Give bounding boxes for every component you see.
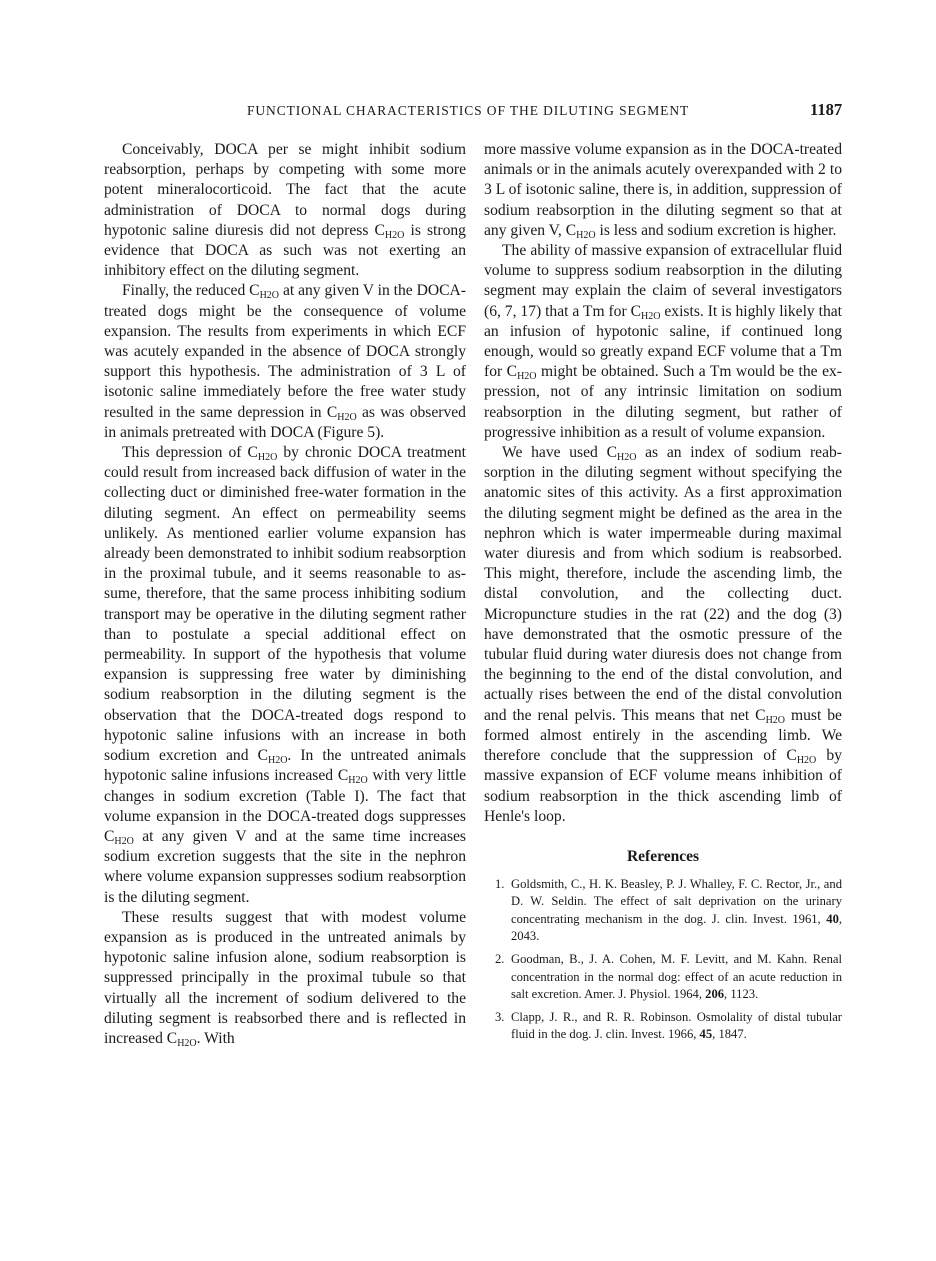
reference-number: 1.	[495, 877, 505, 892]
reference-text: Goodman, B., J. A. Cohen, M. F. Levitt, and M. Kahn. Renal concentration in the normal dog: effect of an acute reduction in salt excretion. Amer. J. Physiol. 1964,	[511, 952, 842, 1001]
reference-item	[484, 1009, 842, 1044]
chem-symbol: $C_{H2O}$	[104, 827, 134, 847]
chem-symbol: $C_{H2O}$	[630, 302, 661, 322]
reference-pages: , 1847.	[712, 1027, 747, 1042]
right-column	[484, 140, 842, 1050]
chem-symbol: $C_{H2O}$	[249, 282, 280, 302]
reference-text: Clapp, J. R., and R. R. Robinson. Osmolality of distal tubular fluid in the dog. J. clin. Invest. 1966,	[511, 1010, 842, 1042]
text-run: . With	[196, 1029, 235, 1047]
text-run: These results suggest that with modest volume expansion as is produced in the untreated animals by hypotonic saline infusion alone, sodium reabsorption is suppressed principally in the proximal tubule so that virtually all the increment of sodium delivered to the diluting segment is reabsorbed there and is reflected in increased	[104, 908, 466, 1047]
chem-symbol: $C_{H2O}$	[166, 1029, 197, 1049]
chem-symbol: $C_{H2O}$	[374, 221, 405, 241]
reference-list	[484, 876, 842, 1044]
text-run: at any given V and at the same time increases sodium excretion suggests that the site in the nephron where volume expansion suppresses sodium reabsorption is the diluting segment.	[104, 827, 467, 906]
reference-volume: 206	[705, 986, 725, 1001]
chem-symbol: $C_{H2O}$	[755, 706, 786, 726]
reference-volume: 45	[699, 1027, 713, 1042]
text-run: . In the untreated animals hypotonic saline infusions increased	[104, 747, 467, 785]
running-head	[247, 100, 847, 125]
text-run: is strong evidence that DOCA as such was not exerting an inhibitory effect on the diluting segment.	[104, 221, 466, 280]
text-run: by chronic DOCA treatment could result from increased back diffusion of water in the collecting duct or diminished free-water formation in the diluting segment. An effect on permeability seems unlikely. As mentioned earlier volume expansion has already been demonstrated to inhibit sodium reabsorption in the proximal tubule, and it seems reasonable to assume, therefore, that the same process inhibiting sodium transport may be operative in the diluting segment rather than to postulate a special additional effect on permeability. In support of the hypothesis that volume expansion is suppressing free water by diminishing sodium reabsorption in the diluting segment is the observation that the DOCA-treated dogs respond to hypotonic saline infusions with an increase in both sodium excretion and	[104, 444, 466, 765]
chem-symbol: $C_{H2O}$	[506, 363, 537, 383]
paragraph	[104, 443, 466, 908]
reference-number: 2.	[495, 952, 505, 967]
text-run: Finally, the reduced	[122, 282, 246, 300]
chem-symbol: $C_{H2O}$	[257, 747, 288, 767]
chem-symbol: $C_{H2O}$	[565, 221, 596, 241]
chem-symbol: $C_{H2O}$	[337, 767, 368, 787]
text-run: This depression of	[122, 444, 242, 462]
paragraph	[484, 241, 842, 443]
left-column	[104, 140, 466, 1049]
paragraph	[484, 443, 842, 827]
text-run: as was observed in animals pretreated with DOCA (Figure 5).	[104, 403, 466, 441]
text-run: at any given V in the DOCA-treated dogs might be the consequence of volume expansion. The results from experiments in which ECF was acutely expanded in the absence of DOCA strongly support this hypothesis. The administration of 3 L of isotonic saline immediately before the free water study resulted in the same depression in	[104, 282, 466, 421]
reference-item	[484, 876, 842, 945]
chem-symbol: $C_{H2O}$	[247, 444, 278, 464]
paragraph	[484, 140, 842, 241]
text-run: exists. It is highly likely that an infusion of hypotonic saline, if continued long enough, would so greatly expand ECF volume that a Tm for	[484, 302, 843, 381]
reference-volume: 40	[826, 911, 839, 926]
chem-symbol: $C_{H2O}$	[326, 403, 357, 423]
text-run: We have used	[502, 444, 598, 462]
chem-symbol: $C_{H2O}$	[786, 747, 817, 767]
chem-symbol: $C_{H2O}$	[606, 444, 637, 464]
text-run: The ability of massive expansion of extracellular fluid volume to suppress sodium reabsorption in the diluting segment may explain the claim of several investigators (6, 7, 17) that a Tm for	[484, 242, 842, 320]
reference-item	[484, 951, 842, 1003]
references-heading: References	[626, 847, 699, 865]
text-run: might be obtained. Such a Tm would be the expression, not of any intrinsic limitation on sodium reabsorption in the diluting segment, but rather of progressive inhibition as a result of volume expansion.	[484, 363, 842, 441]
paragraph	[104, 281, 466, 443]
text-run: more massive volume expansion as in the DOCA-treated animals or in the animals acutely overexpanded with 2 to 3 L of isotonic saline, there is, in addition, suppression of sodium reabsorption in the diluting segment so that at any given V,	[484, 141, 842, 239]
reference-pages: , 2043.	[511, 911, 843, 943]
text-run: with very little changes in sodium excretion (Table I). The fact that volume expansion in the DOCA-treated dogs suppresses	[104, 767, 466, 825]
page-number: 1187	[810, 100, 843, 119]
paragraph	[104, 140, 466, 281]
text-run: must be formed almost entirely in the ascending limb. We therefore conclude that the suppression of	[484, 706, 842, 765]
paragraph	[104, 908, 466, 1049]
reference-number: 3.	[495, 1010, 505, 1025]
reference-text: Goldsmith, C., H. K. Beasley, P. J. Whalley, F. C. Rector, Jr., and D. W. Seldin. The effect of salt deprivation on the urinary concentrating mechanism in the dog. J. clin. Invest. 1961,	[511, 877, 842, 926]
text-run: is less and sodium excretion is higher.	[599, 221, 837, 239]
text-run: Conceivably, DOCA per se might inhibit sodium reabsorption, perhaps by competing with some more potent mineralocorticoid. The fact that the acute administration of DOCA to normal dogs during hypotonic saline diuresis did not depress	[104, 141, 466, 239]
running-title: FUNCTIONAL CHARACTERISTICS OF THE DILUTING SEGMENT	[247, 103, 690, 118]
text-run: as an index of sodium reabsorption in the diluting segment without specifying the anatomic sites of this activity. As a first approximation the diluting segment might be defined as the area in the nephron which is water impermeable during maximal water diuresis and from which sodium is reabsorbed. This might, therefore, include the ascending limb, the distal convolution, and the collecting duct. Micropuncture studies in the rat (22) and the dog (3) have demonstrated that the osmotic pressure of the tubular fluid during water diuresis does not change from the beginning to the end of the distal convolution, and actually rises between the end of the distal convolution and the renal pelvis. This means that net	[484, 444, 842, 724]
text-run: by massive expansion of ECF volume means inhibition of sodium reabsorption in the thick ascending limb of Henle's loop.	[484, 747, 842, 825]
reference-pages: , 1123.	[724, 986, 759, 1001]
